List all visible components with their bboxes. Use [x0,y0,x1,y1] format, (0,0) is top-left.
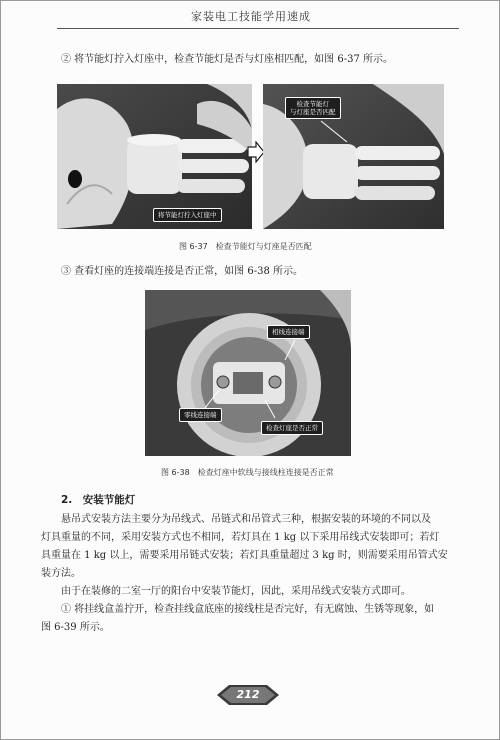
callout-check-match-line1: 检查节能灯 [296,100,329,108]
page-number-badge [217,685,279,705]
body-p1-line3: 具重量在 1 kg 以上，需要采用吊链式安装；若灯具重量超过 3 kg 时，则需要采用吊管式安 [41,550,448,561]
body-p3-line1: ① 将挂线盒盖拧开，检查挂线盒底座的接线柱是否完好，有无腐蚀、生锈等现象，如 [61,604,435,615]
body-p1-line4: 装方法。 [41,568,81,579]
callout-neutral-terminal: 零线连接端 [179,408,222,422]
figure-6-37-caption: 图 6-37 检查节能灯与灯座是否匹配 [179,242,312,251]
callout-phase-terminal: 相线连接端 [267,325,310,339]
running-header: 家装电工技能学用速成 [191,10,311,23]
body-p1-line2: 灯具重量的不同，采用安装方式也不相同，若灯具在 1 kg 以下采用吊线式安装即可；若灯 [41,532,440,543]
body-p1-line1: 悬吊式安装方法主要分为吊线式、吊链式和吊管式三种，根据安装的环境的不同以及 [61,514,431,525]
callout-check-socket: 检查灯座是否正常 [261,421,323,435]
header-rule [57,28,459,29]
page-number: 212 [236,688,260,701]
body-p3-line2: 图 6-39 所示。 [41,622,110,633]
step-3-text: ③ 查看灯座的连接端连接是否正常，如图 6-38 所示。 [61,266,304,277]
callout-check-match-line2: 与灯座是否匹配 [290,108,336,116]
section-heading: 2. 安装节能灯 [61,494,136,506]
figure-6-38-caption: 图 6-38 检查灯座中软线与接线柱连接是否正常 [161,468,334,477]
step-2-text: ② 将节能灯拧入灯座中，检查节能灯是否与灯座相匹配，如图 6-37 所示。 [61,54,394,65]
body-p2-line1: 由于在装修的二室一厅的阳台中安装节能灯，因此，采用吊线式安装方式即可。 [61,586,411,597]
callout-screw-in-bulb: 将节能灯拧入灯座中 [153,208,222,222]
callout-pointer-line [319,119,349,144]
callout-check-match [285,97,341,119]
